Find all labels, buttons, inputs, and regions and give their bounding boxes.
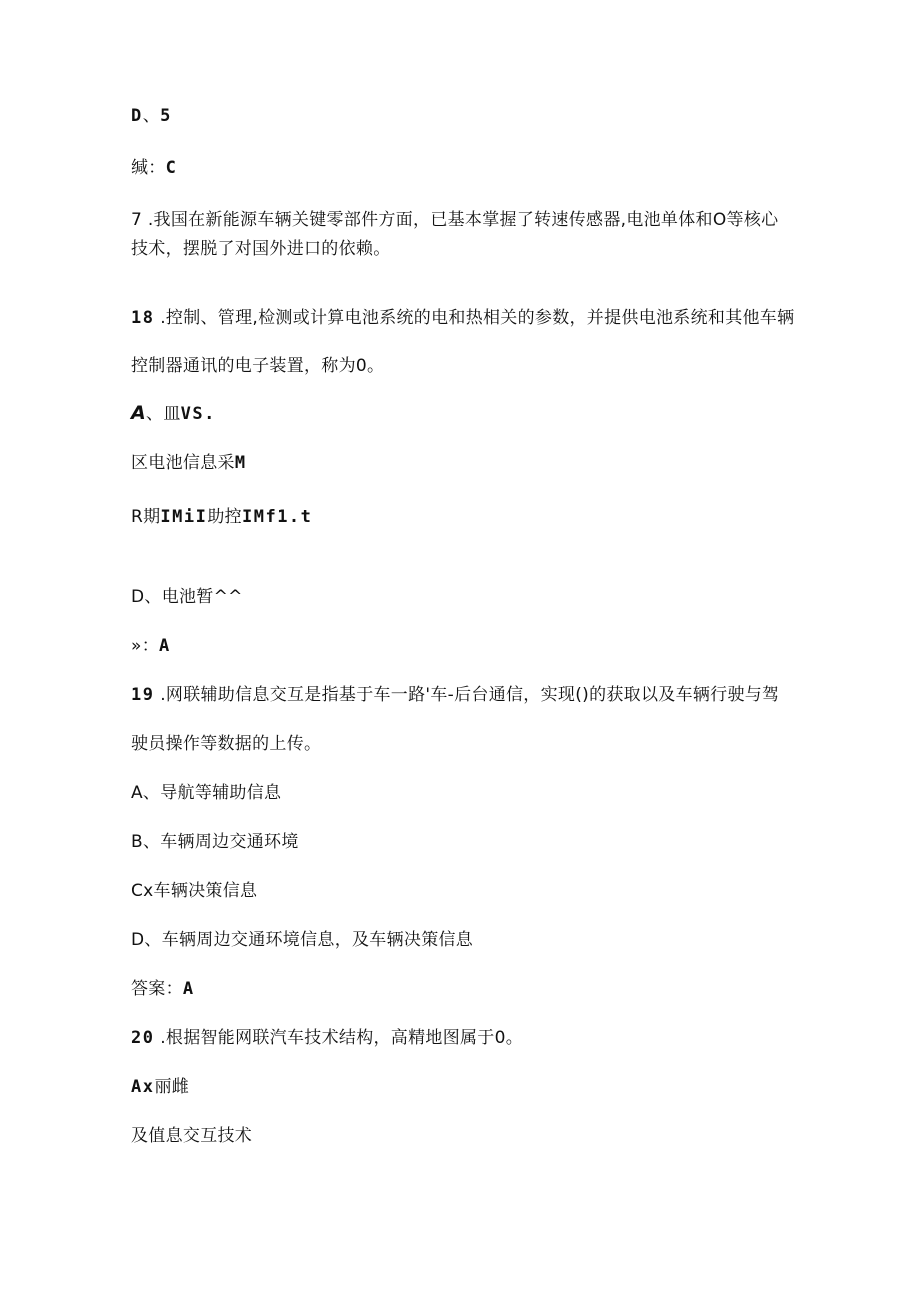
option-text: 及值息交互技术 xyxy=(131,1126,253,1146)
question-text: 技术，摆脱了对国外进口的依赖。 xyxy=(131,239,391,259)
option-a-line xyxy=(131,401,216,426)
question-19-line-1 xyxy=(131,683,779,707)
question-number: 19 xyxy=(131,685,155,705)
option-text: IMf1.t xyxy=(241,507,313,527)
question-number: 18 xyxy=(131,308,155,328)
option-b-line xyxy=(131,830,299,854)
question-19-line-2 xyxy=(131,732,321,756)
answer-label: 缄： xyxy=(131,158,166,178)
option-text: M xyxy=(234,453,247,473)
question-18-line-1 xyxy=(131,306,794,330)
question-text: .网联辅助信息交互是指基于车一路'车-后台通信，实现()的获取以及车辆行驶与驾 xyxy=(154,685,780,705)
option-letter: D xyxy=(131,106,143,126)
question-text: .控制、管理,检测或计算电池系统的电和热相关的参数，并提供电池系统和其他车辆 xyxy=(154,308,795,328)
option-text: 区电池信息采 xyxy=(131,453,235,473)
question-20-line-1 xyxy=(131,1026,523,1050)
question-17-line-1 xyxy=(131,208,778,232)
answer-value: C xyxy=(165,158,178,178)
option-text: D、电池暂^^ xyxy=(131,587,243,607)
option-text: B、车辆周边交通环境 xyxy=(131,832,299,852)
option-b-line xyxy=(131,451,247,475)
option-d-line xyxy=(131,585,243,609)
question-text: .根据智能网联汽车技术结构，高精地图属于0。 xyxy=(154,1028,524,1048)
option-text: 助控 xyxy=(207,507,242,527)
option-a-line xyxy=(131,781,281,805)
option-text: D、车辆周边交通环境信息，及车辆决策信息 xyxy=(131,930,474,950)
question-text: 驶员操作等数据的上传。 xyxy=(131,734,322,754)
answer-line xyxy=(131,977,195,1001)
answer-value: A xyxy=(159,636,171,656)
option-text: Cx车辆决策信息 xyxy=(131,881,258,901)
option-text: 丽雌 xyxy=(154,1077,190,1097)
option-d-line xyxy=(131,104,172,128)
option-separator: 、 xyxy=(142,106,161,126)
answer-label: »： xyxy=(131,636,160,656)
option-b-line xyxy=(131,1124,252,1148)
option-a-line xyxy=(131,1075,189,1099)
answer-label: 答案： xyxy=(131,979,183,999)
option-text: A、导航等辅助信息 xyxy=(131,783,282,803)
question-number: 7 xyxy=(131,210,143,230)
answer-value: A xyxy=(182,979,195,999)
question-18-line-2 xyxy=(131,354,384,378)
option-letter: Ax xyxy=(131,1077,155,1097)
option-letter: A xyxy=(131,402,147,424)
question-text: .我国在新能源车辆关键零部件方面，已基本掌握了转速传感器,电池单体和O等核心 xyxy=(142,210,779,230)
option-text: 5 xyxy=(160,106,172,126)
option-text: 、皿 xyxy=(146,404,181,424)
option-text: R期 xyxy=(131,507,161,527)
question-text: 控制器通讯的电子装置，称为0。 xyxy=(131,356,385,376)
question-number: 20 xyxy=(131,1028,155,1048)
answer-line xyxy=(131,156,177,180)
option-d-line xyxy=(131,928,473,952)
option-c-line xyxy=(131,879,257,903)
question-17-line-2 xyxy=(131,237,391,261)
answer-line xyxy=(131,634,171,658)
option-c-line xyxy=(131,505,312,529)
option-text: IMiI xyxy=(160,507,208,527)
option-text: VS. xyxy=(180,404,216,424)
